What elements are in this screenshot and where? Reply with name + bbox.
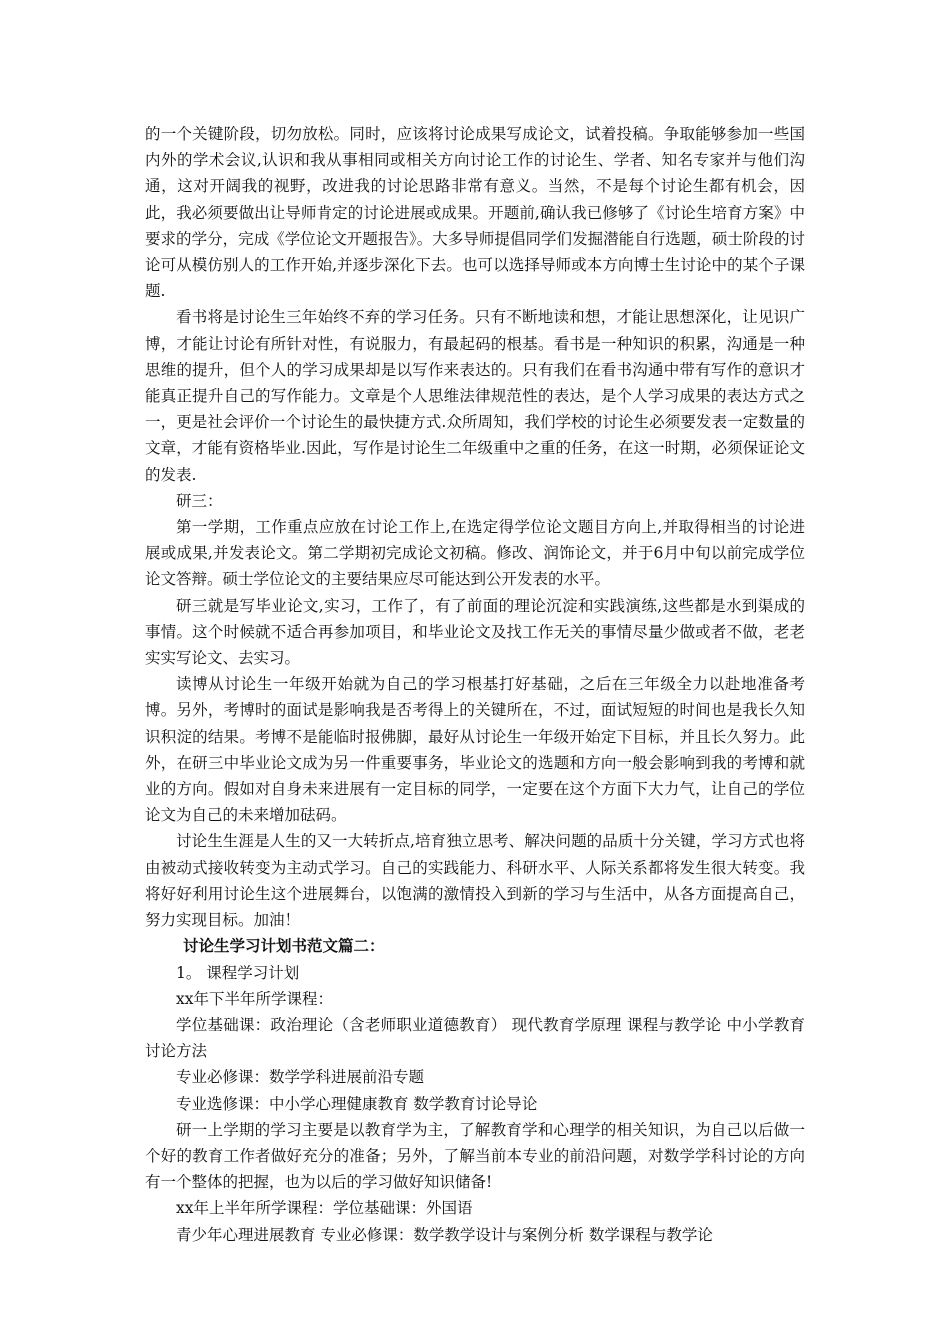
section-heading: 讨论生学习计划书范文篇二： [183,937,385,956]
paragraph-year-three-label: 研三： [176,491,223,510]
paragraph-reading-writing: 看书将是讨论生三年始终不弃的学习任务。只有不断地读和想，才能让思想深化，让见识广博，才能让讨论有所针对性，有说服力，有最起码的根基。看书是一种知识的积累，沟通是一种思维的提升，但个人的学习成果却是以写作来表达的。只有我们在看书沟通中带有写作的意识才能真正提升自己的写作能力。文章是个人思维法律规范性的表达，是个人学习成果的表达方式之一，更是社会评价一个讨论生的最快捷方式.众所周知，我们学校的讨论生必须要发表一定数量的文章，才能有资格毕业.因此，写作是讨论生二年级重中之重的任务，在这一时期，必须保证论文的发表. [145,308,805,484]
paragraph-first-year-study: 研一上学期的学习主要是以教育学为主，了解教育学和心理学的相关知识，为自己以后做一个好的教育工作者做好充分的准备；另外，了解当前本专业的前沿问题，对数学学科讨论的方向有一个整体的把握，也为以后的学习做好知识储备! [145,1120,805,1192]
paragraph-course-plan-title: 1。 课程学习计划 [176,963,300,982]
paragraph-thesis-internship: 研三就是写毕业论文,实习，工作了，有了前面的理论沉淀和实践演练,这些都是水到渠成的事情。这个时候就不适合再参加项目，和毕业论文及找工作无关的事情尽量少做或者不做，老老实实写论文、去实习。 [145,596,805,668]
paragraph-first-half-courses: xx年上半年所学课程：学位基础课：外国语 [176,1199,473,1218]
paragraph-first-semester: 第一学期，工作重点应放在讨论工作上,在选定得学位论文题目方向上,并取得相当的讨论进展或成果,并发表论文。第二学期初完成论文初稿。修改、润饰论文，并于6月中旬以前完成学位论文答辩。硕士学位论文的主要结果应尽可能达到公开发表的水平。 [145,518,805,589]
paragraph-elective-courses: 专业选修课：中小学心理健康教育 数学教育讨论导论 [176,1094,538,1113]
document-page [145,121,805,1248]
paragraph-research-progress: 的一个关键阶段，切勿放松。同时，应该将讨论成果写成论文，试着投稿。争取能够参加一些国内外的学术会议,认识和我从事相同或相关方向讨论工作的讨论生、学者、知名专家并与他们沟通，这对开阔我的视野，改进我的讨论思路非常有意义。当然，不是每个讨论生都有机会，因此，我必须要做出让导师肯定的讨论进展或成果。开题前,确认我已修够了《讨论生培育方案》中要求的学分，完成《学位论文开题报告》。大多导师提倡同学们发掘潜能自行选题，硕士阶段的讨论可从模仿别人的工作开始,并逐步深化下去。也可以选择导师或本方向博士生讨论中的某个子课题. [145,125,805,301]
paragraph-degree-foundation-courses: 学位基础课：政治理论（含老师职业道德教育） 现代教育学原理 课程与教学论 中小学教育讨论方法 [145,1015,805,1061]
paragraph-psychology-courses: 青少年心理进展教育 专业必修课：数学教学设计与案例分析 数学课程与教学论 [176,1225,713,1244]
paragraph-conclusion: 讨论生生涯是人生的又一大转折点,培育独立思考、解决问题的品质十分关键，学习方式也将由被动式接收转变为主动式学习。自己的实践能力、科研水平、人际关系都将发生很大转变。我将好好利用讨论生这个进展舞台，以饱满的激情投入到新的学习与生活中，从各方面提高自己，努力实现目标。加油！ [145,832,805,930]
paragraph-second-half-courses: xx年下半年所学课程： [176,989,333,1008]
paragraph-phd-preparation: 读博从讨论生一年级开始就为自己的学习根基打好基础，之后在三年级全力以赴地准备考博。另外，考博时的面试是影响我是否考得上的关键所在，不过，面试短短的时间也是我长久知识积淀的结果。考博不是能临时报佛脚，最好从讨论生一年级开始定下目标，并且长久努力。此外，在研三中毕业论文成为另一件重要事务，毕业论文的选题和方向一般会影响到我的考博和就业的方向。假如对自身未来进展有一定目标的同学，一定要在这个方面下大力气，让自己的学位论文为自己的未来增加砝码。 [145,675,805,825]
paragraph-required-courses: 专业必修课：数学学科进展前沿专题 [176,1068,425,1087]
